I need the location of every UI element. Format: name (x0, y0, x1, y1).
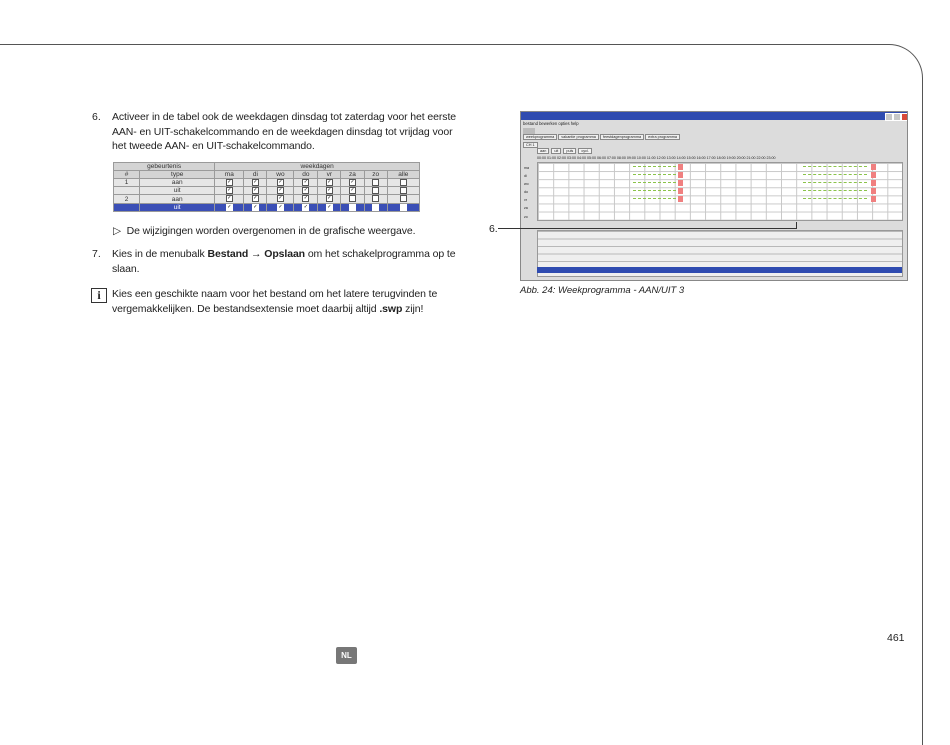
tab-week: weekprogramma (523, 134, 557, 140)
weekday-checkbox[interactable]: ✓ (350, 179, 355, 185)
weekday-cell (364, 179, 387, 187)
event-number: 1 (114, 179, 140, 187)
step-7-line-2: slaan. (112, 262, 140, 275)
weekday-cell (244, 187, 267, 195)
weekday-cell (341, 203, 364, 211)
step-6-text (112, 110, 456, 154)
on-period-bar (803, 182, 867, 186)
on-period-bar (803, 198, 867, 202)
weekday-checkbox[interactable] (400, 195, 407, 202)
weekday-checkbox[interactable]: ✓ (227, 187, 232, 194)
column-header: # (114, 171, 140, 179)
day-label: di (524, 174, 527, 179)
tip-line-2-end: zijn! (402, 302, 424, 315)
weekday-checkbox[interactable]: ✓ (303, 195, 308, 202)
result-line (113, 224, 415, 239)
column-header: za (341, 171, 364, 179)
weekday-checkbox[interactable] (400, 187, 407, 194)
weekday-cell (267, 203, 294, 211)
callout-label: 6. (489, 223, 498, 235)
off-marker (871, 188, 876, 194)
day-label: do (524, 190, 528, 195)
weekday-cell (244, 203, 267, 211)
day-label: vr (524, 198, 527, 203)
weekday-checkbox[interactable] (400, 179, 407, 186)
mode-pulse: puls (563, 148, 576, 154)
weekday-cell (294, 179, 318, 187)
maximize-icon (893, 113, 901, 121)
weekday-checkbox[interactable]: ✓ (303, 179, 308, 185)
day-labels (524, 164, 529, 221)
tab-holiday: vakantie programma (558, 134, 599, 140)
off-marker (871, 180, 876, 186)
weekday-checkbox[interactable] (372, 195, 379, 202)
weekday-checkbox[interactable]: ✓ (327, 187, 332, 194)
weekday-checkbox[interactable] (400, 204, 407, 211)
weekday-cell (215, 187, 244, 195)
tip-line-1: Kies een geschikte naam voor het bestand om het latere terugvinden te (112, 288, 438, 300)
off-marker (678, 188, 683, 194)
event-type: aan (140, 179, 215, 187)
weekday-cell (387, 179, 419, 187)
callout-tick (796, 222, 797, 229)
weekday-checkbox[interactable] (349, 195, 356, 202)
weekday-checkbox[interactable]: ✓ (278, 203, 283, 210)
tab-ch1: CH 1 (523, 142, 538, 148)
table-row (114, 195, 420, 203)
on-period-bar (633, 182, 681, 186)
step-7-before: Kies in de menubalk (112, 248, 208, 260)
off-marker (871, 196, 876, 202)
weekday-cell (341, 179, 364, 187)
weekday-cell (364, 187, 387, 195)
weekday-cell (387, 187, 419, 195)
weekday-cell (244, 195, 267, 203)
step-6-line-2: AAN- en UIT-schakelcommando en de weekdagen dinsdag tot vrijdag voor (112, 125, 453, 138)
off-marker (678, 180, 683, 186)
event-number (114, 203, 140, 211)
weekday-cell (215, 195, 244, 203)
day-label: za (524, 206, 528, 211)
column-header: do (294, 171, 318, 179)
weekday-cell (318, 195, 341, 203)
tip-line-2: vergemakkelijken. De bestandsextensie moet daarbij altijd (112, 302, 380, 315)
event-table-selected-row (537, 267, 902, 273)
weekday-cell (294, 195, 318, 203)
mode-controls (537, 149, 594, 153)
header-event: gebeurtenis (114, 163, 215, 171)
event-type: uit (140, 187, 215, 195)
weekday-cell (318, 179, 341, 187)
mode-off: uit (551, 148, 561, 154)
weekday-checkbox[interactable]: ✓ (303, 203, 308, 210)
off-marker (678, 172, 683, 178)
weekday-cell (364, 195, 387, 203)
weekday-checkbox[interactable] (372, 179, 379, 186)
step-6-line-1: Activeer in de tabel ook de weekdagen dinsdag tot zaterdag voor het eerste (112, 111, 456, 123)
close-icon (901, 113, 908, 121)
weekday-checkbox[interactable]: ✓ (350, 187, 355, 194)
mode-on: aan (537, 148, 549, 154)
on-period-bar (633, 198, 681, 202)
screenshot-menubar: bestand bewerken opties help (523, 121, 579, 126)
figure-caption: Abb. 24: Weekprogramma - AAN/UIT 3 (520, 285, 685, 296)
weekday-cell (294, 187, 318, 195)
weekday-checkbox[interactable]: ✓ (253, 195, 258, 202)
day-label: ma (524, 166, 529, 170)
weekday-cell (294, 203, 318, 211)
weekday-checkbox[interactable]: ✓ (253, 203, 258, 210)
step-7-item: Opslaan (264, 248, 305, 260)
on-period-bar (803, 190, 867, 194)
weekday-checkbox[interactable] (372, 187, 379, 194)
event-type: uit (140, 203, 215, 211)
callout-line (498, 228, 796, 229)
weekday-cell (387, 203, 419, 211)
tip-extension: .swp (379, 302, 403, 315)
weekday-checkbox[interactable]: ✓ (327, 195, 332, 202)
step-7-menu: Bestand (207, 248, 249, 260)
step-7-after: om het schakelprogramma op te (305, 248, 456, 260)
weekday-cell (267, 187, 294, 195)
info-icon: i (91, 288, 107, 303)
column-header: type (140, 171, 215, 179)
hour-scale: 00:00 01:00 02:00 03:00 04:00 05:00 06:00 07:00 08:00 09:00 10:00 11:00 12:00 13:00 14:00 15:00 16:00 17:00 18:00 19:00 20:00 21:00 22:00 23:00 (537, 156, 776, 160)
weekday-cell (364, 203, 387, 211)
program-tabs (523, 135, 681, 141)
tip-text (112, 287, 437, 316)
weekday-cell (215, 179, 244, 187)
channel-tabs (523, 143, 538, 147)
weekday-checkbox[interactable] (349, 204, 356, 211)
weekday-checkbox[interactable]: ✓ (227, 195, 232, 202)
tab-feast: feestdagenprogramma (600, 134, 644, 140)
step-7-arrow: → (248, 248, 265, 260)
column-header: wo (267, 171, 294, 179)
day-label: zo (524, 214, 528, 219)
weekday-cell (341, 187, 364, 195)
step-6-number: 6. (92, 111, 101, 123)
on-period-bar (633, 190, 681, 194)
tab-extra: extra programma (645, 134, 680, 140)
minimize-icon (885, 113, 893, 121)
column-header: alle (387, 171, 419, 179)
event-type: aan (140, 195, 215, 203)
weekday-cell (318, 203, 341, 211)
on-period-bar (633, 166, 681, 170)
weekday-checkbox[interactable]: ✓ (303, 187, 308, 194)
column-header: zo (364, 171, 387, 179)
weekday-checkbox[interactable]: ✓ (278, 187, 283, 194)
weekday-cell (267, 195, 294, 203)
weekday-cell (387, 195, 419, 203)
step-7-number: 7. (92, 248, 101, 260)
weekday-cell (267, 179, 294, 187)
table-row (114, 203, 420, 211)
window-titlebar (521, 112, 907, 120)
table-row (114, 187, 420, 195)
weekday-checkbox[interactable]: ✓ (327, 203, 332, 210)
language-badge: NL (336, 647, 357, 664)
weekday-cell (244, 179, 267, 187)
weekday-checkbox[interactable]: ✓ (227, 203, 232, 210)
column-header: di (244, 171, 267, 179)
step-6-line-3: het tweede AAN- en UIT-schakelcommando. (112, 140, 315, 152)
weekday-checkbox[interactable] (372, 204, 379, 211)
column-header: vr (318, 171, 341, 179)
weekday-checkbox[interactable]: ✓ (227, 179, 232, 185)
header-weekdays: weekdagen (215, 163, 420, 171)
day-label: wo (524, 182, 529, 187)
off-marker (678, 196, 683, 202)
weekdays-table (113, 162, 420, 212)
weekday-checkbox[interactable]: ✓ (278, 195, 283, 202)
weekday-checkbox[interactable]: ✓ (253, 187, 258, 194)
weekday-checkbox[interactable]: ✓ (327, 179, 332, 185)
on-period-bar (633, 174, 681, 178)
weekday-cell (318, 187, 341, 195)
weekday-checkbox[interactable]: ✓ (278, 179, 283, 185)
event-number: 2 (114, 195, 140, 203)
week-program-screenshot (520, 111, 908, 281)
weekday-cell (341, 195, 364, 203)
mode-cycle: cycl. (578, 148, 592, 154)
page-number: 461 (887, 632, 905, 644)
off-marker (871, 172, 876, 178)
event-number (114, 187, 140, 195)
off-marker (678, 164, 683, 170)
on-period-bar (803, 166, 867, 170)
column-header: ma (215, 171, 244, 179)
result-text: De wijzigingen worden overgenomen in de grafische weergave. (126, 225, 416, 237)
table-row (114, 179, 420, 187)
weekday-checkbox[interactable]: ✓ (253, 179, 258, 185)
result-arrow: ▷ (113, 225, 121, 237)
step-7-text (112, 247, 456, 276)
weekday-cell (215, 203, 244, 211)
on-period-bar (803, 174, 867, 178)
off-marker (871, 164, 876, 170)
